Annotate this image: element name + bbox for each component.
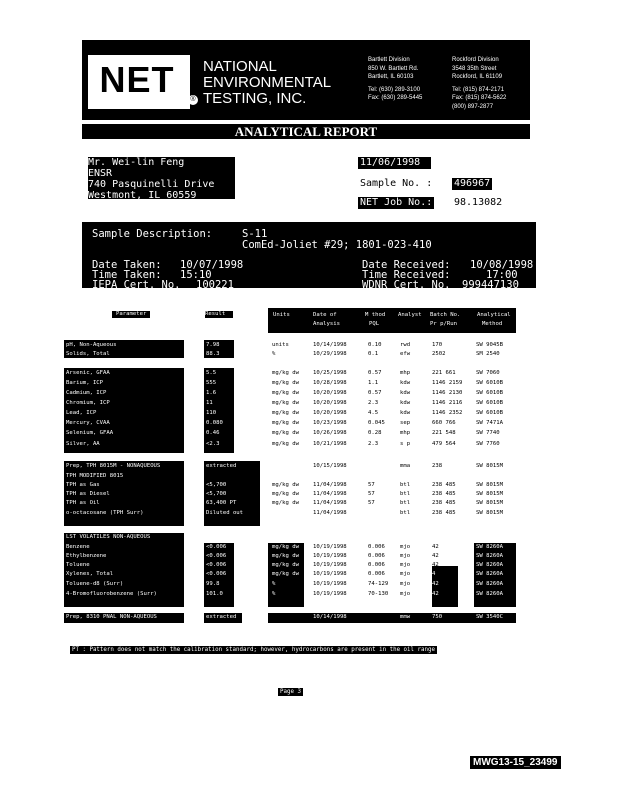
time-received-label: Time Received: xyxy=(362,269,451,281)
table-cell-u: mg/kg dw xyxy=(272,430,299,436)
table-cell-u: mg/kg dw xyxy=(272,482,299,488)
table-cell-u: mg/kg dw xyxy=(272,544,299,550)
table-cell-b: 1146 2116 xyxy=(432,400,463,406)
table-cell-m: SW 8015M xyxy=(476,510,503,516)
iepa-label: IEPA Cert. No. xyxy=(92,279,181,291)
table-cell-a: mhp xyxy=(400,430,411,436)
table-cell-d: 10/15/1998 xyxy=(313,463,347,469)
table-cell-u: mg/kg dw xyxy=(272,571,299,577)
table-cell-a: mhp xyxy=(400,370,411,376)
table-cell-r: extracted xyxy=(206,463,237,469)
table-cell-p: LST VOLATILES NON-AQUEOUS xyxy=(66,534,151,540)
table-cell-r: <5,700 xyxy=(206,482,227,488)
table-cell-b: 479 564 xyxy=(432,441,456,447)
table-cell-q: 57 xyxy=(368,482,375,488)
company-name-line-1: NATIONAL xyxy=(203,58,277,75)
header-batch: Batch No. xyxy=(430,312,461,318)
table-cell-d: 10/20/1998 xyxy=(313,410,347,416)
table-cell-r: <0.006 xyxy=(206,562,227,568)
page-number: Page 3 xyxy=(280,689,301,695)
table-cell-d: 10/14/1998 xyxy=(313,614,347,620)
wdnr-cert: 999447130 xyxy=(462,279,519,291)
table-cell-d: 10/26/1998 xyxy=(313,430,347,436)
table-cell-p: Barium, ICP xyxy=(66,380,104,386)
bartlett-address: Bartlett Division 850 W. Bartlett Rd. Bartlett, IL 60103 Tel: (630) 289-3100 Fax: (630) 289-5445 xyxy=(368,57,423,101)
table-cell-d: 10/14/1998 xyxy=(313,342,347,348)
table-cell-d: 11/04/1998 xyxy=(313,491,347,497)
table-cell-a: mjo xyxy=(400,562,411,568)
table-cell-u: mg/kg dw xyxy=(272,441,299,447)
table-cell-m: SW 8015M xyxy=(476,491,503,497)
table-cell-p: 4-Bromofluorobenzene (Surr) xyxy=(66,591,157,597)
table-cell-m: SW 6010B xyxy=(476,410,503,416)
table-cell-r: <2.3 xyxy=(206,441,220,447)
table-cell-q: 0.28 xyxy=(368,430,382,436)
header-method-2: Method xyxy=(482,321,503,327)
table-cell-p: Prep, TPH 8015M - NONAQUEOUS xyxy=(66,463,161,469)
table-cell-b: 42 xyxy=(432,591,439,597)
table-cell-m: SW 7060 xyxy=(476,370,500,376)
table-cell-a: btl xyxy=(400,491,411,497)
iepa-cert: 100221 xyxy=(196,279,234,291)
table-cell-m: SW 8015M xyxy=(476,463,503,469)
header-method: M thod xyxy=(365,312,386,318)
table-cell-r: 0.080 xyxy=(206,420,223,426)
table-cell-a: rwd xyxy=(400,342,411,348)
table-cell-m: SW 7471A xyxy=(476,420,503,426)
date-taken-label: Date Taken: xyxy=(92,259,162,271)
table-cell-d: 10/19/1998 xyxy=(313,553,347,559)
table-cell-r: <0.006 xyxy=(206,544,227,550)
header-date-of: Date of xyxy=(313,312,337,318)
table-cell-r: 7.98 xyxy=(206,342,220,348)
table-cell-b: 4 xyxy=(432,571,436,577)
table-cell-a: kdw xyxy=(400,390,411,396)
table-cell-p: Prep, 8310 PNAL NON-AQUEOUS xyxy=(66,614,157,620)
table-cell-a: mjo xyxy=(400,553,411,559)
table-cell-p: Cadmium, ICP xyxy=(66,390,107,396)
table-cell-u: mg/kg dw xyxy=(272,380,299,386)
registered-mark-icon: ® xyxy=(188,95,198,105)
table-cell-q: 2.3 xyxy=(368,441,379,447)
table-cell-b: 750 xyxy=(432,614,443,620)
table-cell-a: mma xyxy=(400,463,411,469)
table-cell-q: 74-129 xyxy=(368,581,389,587)
table-cell-m: SW 8260A xyxy=(476,591,503,597)
table-cell-m: SW 6010B xyxy=(476,400,503,406)
sample-desc-1: S-11 xyxy=(242,228,268,240)
table-cell-m: SM 2540 xyxy=(476,351,500,357)
table-cell-u: mg/kg dw xyxy=(272,420,299,426)
header-analyst: Analyst xyxy=(398,312,422,318)
job-no: 98.13082 xyxy=(454,197,503,208)
table-cell-p: Selenium, GFAA xyxy=(66,430,114,436)
table-cell-p: Chromium, ICP xyxy=(66,400,110,406)
table-cell-m: SW 8260A xyxy=(476,562,503,568)
table-cell-d: 11/04/1998 xyxy=(313,510,347,516)
sample-desc-label: Sample Description: xyxy=(92,228,213,240)
table-cell-q: 57 xyxy=(368,500,375,506)
table-cell-u: mg/kg dw xyxy=(272,390,299,396)
table-cell-b: 42 xyxy=(432,562,439,568)
table-cell-u: % xyxy=(272,351,276,357)
table-cell-u: units xyxy=(272,342,289,348)
table-cell-q: 0.57 xyxy=(368,390,382,396)
table-cell-a: kdw xyxy=(400,380,411,386)
table-cell-m: SW 6010B xyxy=(476,390,503,396)
table-cell-m: SW 7740 xyxy=(476,430,500,436)
time-taken: 15:10 xyxy=(180,269,212,281)
table-cell-r: 110 xyxy=(206,410,217,416)
table-cell-u: % xyxy=(272,591,276,597)
report-date: 11/06/1998 xyxy=(360,157,421,168)
table-cell-q: 1.1 xyxy=(368,380,379,386)
table-cell-r: <0.006 xyxy=(206,571,227,577)
header-pql: PQL xyxy=(369,321,380,327)
table-cell-d: 10/19/1998 xyxy=(313,571,347,577)
table-cell-p: Lead, ICP xyxy=(66,410,97,416)
table-cell-b: 238 485 xyxy=(432,491,456,497)
table-cell-b: 1146 2130 xyxy=(432,390,463,396)
table-cell-d: 10/23/1998 xyxy=(313,420,347,426)
table-cell-m: SW 3540C xyxy=(476,614,503,620)
table-cell-a: kdw xyxy=(400,410,411,416)
table-cell-b: 238 xyxy=(432,463,443,469)
table-cell-b: 238 485 xyxy=(432,482,456,488)
rockford-address: Rockford Division 3548 35th Street Rockford, IL 61109 Tel: (815) 874-2171 Fax: (815) 874-5622 (800) 897-2877 xyxy=(452,57,507,110)
table-cell-u: mg/kg dw xyxy=(272,370,299,376)
table-cell-d: 10/28/1998 xyxy=(313,380,347,386)
time-received: 17:00 xyxy=(486,269,518,281)
header-parameter: Parameter xyxy=(112,311,150,318)
table-cell-b: 1146 2352 xyxy=(432,410,463,416)
table-cell-d: 10/25/1998 xyxy=(313,370,347,376)
header-prep-run: Pr p/Run xyxy=(430,321,457,327)
table-cell-r: 88.3 xyxy=(206,351,220,357)
table-cell-b: 221 661 xyxy=(432,370,456,376)
table-cell-b: 42 xyxy=(432,581,439,587)
table-cell-p: TPH as Oil xyxy=(66,500,100,506)
table-cell-q: 0.006 xyxy=(368,544,385,550)
table-cell-r: 99.8 xyxy=(206,581,220,587)
table-cell-u: mg/kg dw xyxy=(272,410,299,416)
table-cell-p: Toluene-d8 (Surr) xyxy=(66,581,124,587)
header-analysis: Analysis xyxy=(313,321,340,327)
table-cell-a: mmw xyxy=(400,614,411,620)
table-cell-m: SW 7760 xyxy=(476,441,500,447)
net-logo: NET xyxy=(99,59,175,100)
table-cell-d: 10/19/1998 xyxy=(313,544,347,550)
table-cell-m: SW 8260A xyxy=(476,581,503,587)
table-cell-b: 2502 xyxy=(432,351,446,357)
table-cell-a: mjo xyxy=(400,581,411,587)
table-cell-d: 11/04/1998 xyxy=(313,482,347,488)
table-cell-q: 0.006 xyxy=(368,553,385,559)
table-cell-r: 0.46 xyxy=(206,430,220,436)
time-taken-label: Time Taken: xyxy=(92,269,162,281)
table-cell-r: extracted xyxy=(206,614,237,620)
table-cell-a: mjo xyxy=(400,571,411,577)
table-cell-p: Benzene xyxy=(66,544,90,550)
table-cell-d: 10/19/1998 xyxy=(313,562,347,568)
footnote: PT : Pattern does not match the calibration standard; however, hydrocarbons are present in the oil range xyxy=(72,647,435,653)
table-cell-d: 10/20/1998 xyxy=(313,400,347,406)
client-city: Westmont, IL 60559 xyxy=(88,190,197,201)
header-analytical: Analytical xyxy=(477,312,511,318)
table-cell-b: 660 766 xyxy=(432,420,456,426)
table-cell-d: 10/19/1998 xyxy=(313,581,347,587)
table-cell-p: Ethylbenzene xyxy=(66,553,107,559)
company-name-line-3: TESTING, INC. xyxy=(203,90,307,107)
header-units: Units xyxy=(273,312,290,318)
table-cell-q: 0.1 xyxy=(368,351,379,357)
table-cell-u: mg/kg dw xyxy=(272,553,299,559)
table-cell-u: mg/kg dw xyxy=(272,400,299,406)
table-cell-b: 221 548 xyxy=(432,430,456,436)
table-cell-b: 238 485 xyxy=(432,500,456,506)
table-cell-r: 11 xyxy=(206,400,213,406)
table-cell-p: pH, Non-Aqueous xyxy=(66,342,117,348)
table-cell-a: mjo xyxy=(400,591,411,597)
table-cell-q: 57 xyxy=(368,491,375,497)
table-cell-m: SW 6010B xyxy=(476,380,503,386)
wdnr-label: WDNR Cert. No. xyxy=(362,279,451,291)
table-cell-q: 2.3 xyxy=(368,400,379,406)
date-received: 10/08/1998 xyxy=(470,259,534,271)
sample-desc-2: ComEd-Joliet #29; 1801-023-410 xyxy=(242,239,432,251)
report-title: ANALYTICAL REPORT xyxy=(234,124,378,139)
table-cell-a: s p xyxy=(400,441,411,447)
table-cell-p: TPH as Gas xyxy=(66,482,100,488)
table-cell-r: 101.0 xyxy=(206,591,223,597)
table-cell-p: Solids, Total xyxy=(66,351,110,357)
table-cell-q: 0.10 xyxy=(368,342,382,348)
table-cell-r: <5,700 xyxy=(206,491,227,497)
table-cell-b: 170 xyxy=(432,342,443,348)
table-cell-u: mg/kg dw xyxy=(272,500,299,506)
table-cell-r: 1.6 xyxy=(206,390,217,396)
table-cell-p: Mercury, CVAA xyxy=(66,420,110,426)
header-result: Result xyxy=(205,311,233,318)
client-company: ENSR xyxy=(88,168,113,179)
table-cell-r: Diluted out xyxy=(206,510,244,516)
table-cell-m: SW 9045B xyxy=(476,342,503,348)
table-cell-a: btl xyxy=(400,500,411,506)
table-cell-r: 5.5 xyxy=(206,370,217,376)
table-cell-u: mg/kg dw xyxy=(272,491,299,497)
table-cell-p: o-octacosane (TPH Surr) xyxy=(66,510,144,516)
table-cell-b: 1146 2159 xyxy=(432,380,463,386)
table-cell-m: SW 8015M xyxy=(476,482,503,488)
table-cell-q: 4.5 xyxy=(368,410,379,416)
company-name-line-2: ENVIRONMENTAL xyxy=(203,74,332,91)
client-street: 740 Pasquinelli Drive xyxy=(88,179,215,190)
table-cell-r: <0.006 xyxy=(206,553,227,559)
table-cell-q: 0.006 xyxy=(368,562,385,568)
table-cell-q: 0.045 xyxy=(368,420,385,426)
table-cell-b: 42 xyxy=(432,544,439,550)
table-cell-a: btl xyxy=(400,482,411,488)
table-cell-a: btl xyxy=(400,510,411,516)
table-cell-p: Xylenes, Total xyxy=(66,571,114,577)
table-cell-q: 0.006 xyxy=(368,571,385,577)
table-cell-u: mg/kg dw xyxy=(272,562,299,568)
job-no-label: NET Job No.: xyxy=(360,197,433,208)
table-cell-r: 63,400 PT xyxy=(206,500,237,506)
table-cell-a: mjo xyxy=(400,544,411,550)
table-cell-a: efw xyxy=(400,351,411,357)
table-cell-p: Arsenic, GFAA xyxy=(66,370,110,376)
table-cell-a: sep xyxy=(400,420,411,426)
table-cell-u: % xyxy=(272,581,276,587)
table-cell-q: 70-130 xyxy=(368,591,389,597)
table-cell-d: 10/20/1998 xyxy=(313,390,347,396)
table-cell-p: TPH as Diesel xyxy=(66,491,110,497)
sample-no-label: Sample No. : xyxy=(360,178,433,189)
table-cell-p: Silver, AA xyxy=(66,441,100,447)
table-cell-p: Toluene xyxy=(66,562,90,568)
table-cell-q: 0.57 xyxy=(368,370,382,376)
document-id: MWG13-15_23499 xyxy=(470,756,561,769)
table-cell-m: SW 8260A xyxy=(476,544,503,550)
client-name: Mr. Wei-lin Feng xyxy=(88,157,185,168)
table-cell-r: 555 xyxy=(206,380,217,386)
date-received-label: Date Received: xyxy=(362,259,451,271)
table-cell-m: SW 8260A xyxy=(476,553,503,559)
table-cell-b: 42 xyxy=(432,553,439,559)
table-cell-p: TPH MODIFIED 8015 xyxy=(66,473,124,479)
sample-no: 496967 xyxy=(454,178,491,189)
table-cell-m: SW 8015M xyxy=(476,500,503,506)
table-cell-d: 10/29/1998 xyxy=(313,351,347,357)
table-cell-d: 10/19/1998 xyxy=(313,591,347,597)
table-cell-d: 11/04/1998 xyxy=(313,500,347,506)
table-cell-d: 10/21/1998 xyxy=(313,441,347,447)
date-taken: 10/07/1998 xyxy=(180,259,244,271)
table-cell-a: kdw xyxy=(400,400,411,406)
table-cell-m: SW 8260A xyxy=(476,571,503,577)
table-cell-b: 238 485 xyxy=(432,510,456,516)
